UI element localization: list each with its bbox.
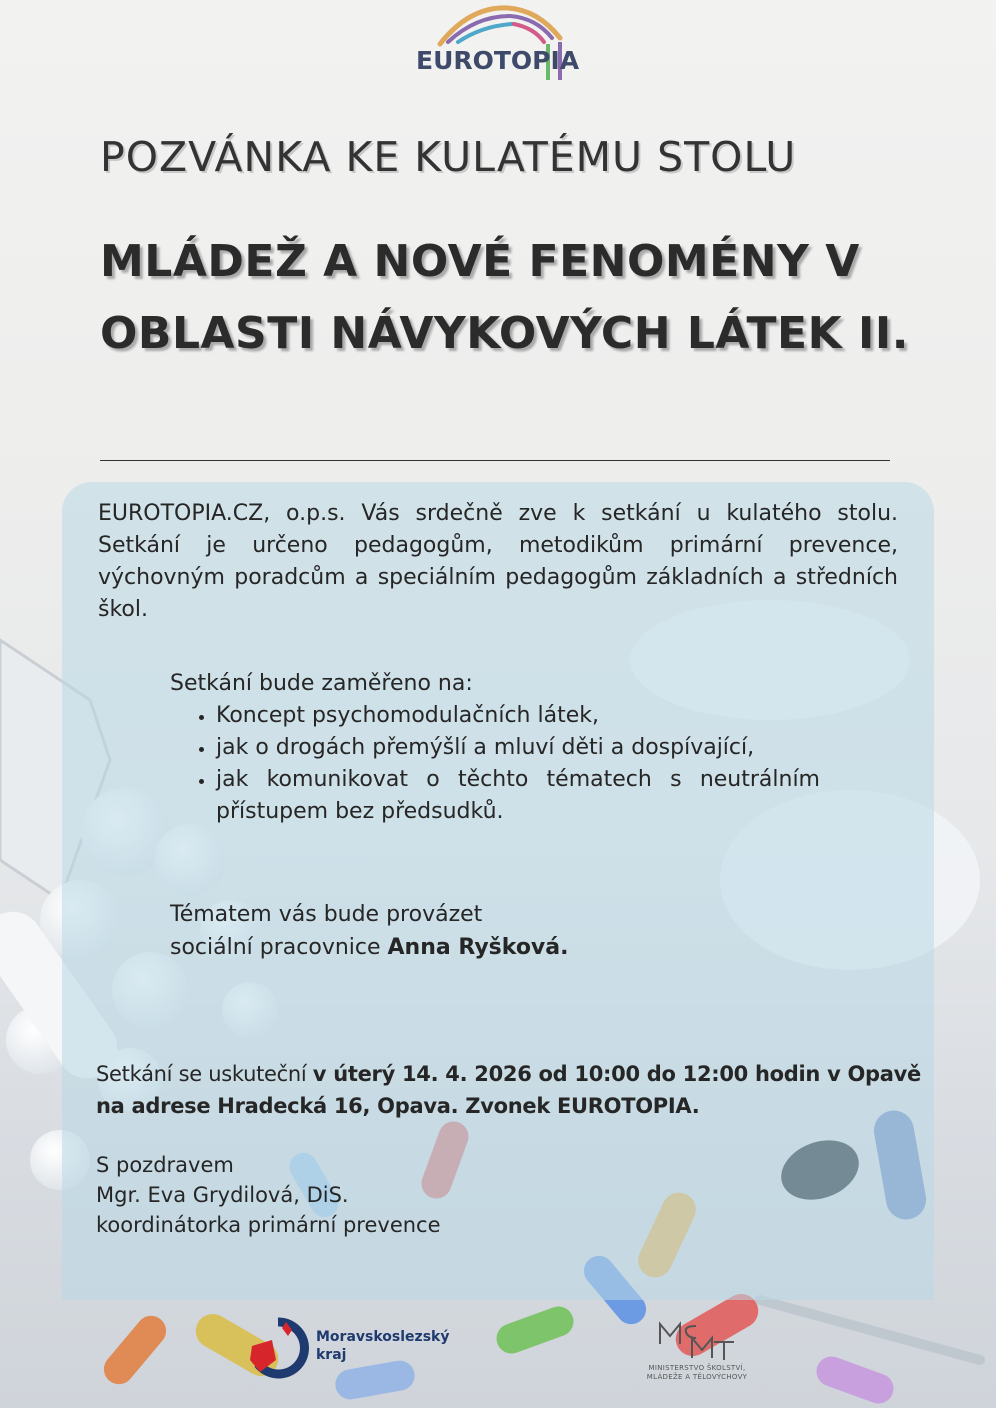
ministry-name-line-1: MINISTERSTVO ŠKOLSTVÍ, — [648, 1364, 746, 1372]
logo-roof-icon — [410, 2, 590, 88]
signature-role: koordinátorka primární prevence — [96, 1213, 441, 1237]
focus-list-item: • Koncept psychomodulačních látek, — [216, 700, 820, 732]
eurotopia-logo — [410, 2, 590, 88]
divider-line — [100, 460, 890, 461]
meeting-details — [96, 1058, 956, 1122]
moravskoslezsky-kraj-logo — [248, 1316, 468, 1386]
region-emblem-icon — [248, 1316, 312, 1380]
speaker-intro: Tématem vás bude provázet — [170, 902, 483, 927]
event-title-line-2: OBLASTI NÁVYKOVÝCH LÁTEK II. — [100, 308, 909, 359]
focus-list-item: • jak komunikovat o těchto tématech s neutrálním přístupem bez předsudků. — [216, 764, 820, 828]
speaker-name: Anna Ryšková. — [387, 935, 569, 960]
invitation-heading: POZVÁNKA KE KULATÉMU STOLU — [100, 133, 797, 181]
focus-section — [170, 668, 820, 828]
event-title — [100, 226, 960, 370]
ministry-name-line-2: MLÁDEŽE A TĚLOVÝCHOVY — [646, 1373, 748, 1381]
region-name — [316, 1328, 449, 1364]
speaker-line — [170, 931, 820, 964]
speaker-role: sociální pracovnice — [170, 935, 388, 960]
signature-greeting: S pozdravem — [96, 1153, 234, 1177]
event-title-line-1: MLÁDEŽ A NOVÉ FENOMÉNY V — [100, 236, 860, 287]
meeting-date-place: v úterý 14. 4. 2026 od 10:00 do 12:00 hodin v Opavě na adrese Hradecká 16, Opava. Zvonek EUROTOPIA. — [96, 1062, 921, 1118]
signature-block — [96, 1150, 441, 1240]
intro-paragraph: EUROTOPIA.CZ, o.p.s. Vás srdečně zve k setkání u kulatého stolu. Setkání je určeno pedagogům, metodikům primární prevence, výchovným poradcům a speciálním pedagogům základních a středních škol. — [98, 501, 898, 622]
focus-list — [170, 700, 820, 828]
speaker-section — [170, 898, 820, 964]
region-name-line-1: Moravskoslezský — [316, 1329, 450, 1345]
focus-list-item: • jak o drogách přemýšlí a mluví děti a dospívající, — [216, 732, 820, 764]
msmt-monogram-icon — [622, 1318, 772, 1362]
logo-text: EUROTOPIA — [416, 46, 580, 75]
signature-name: Mgr. Eva Grydilová, DiS. — [96, 1183, 349, 1207]
ministry-name — [622, 1364, 772, 1382]
msmt-logo — [622, 1318, 772, 1388]
focus-label: Setkání bude zaměřeno na: — [170, 671, 473, 696]
meeting-prefix: Setkání se uskuteční — [96, 1062, 313, 1086]
region-name-line-2: kraj — [316, 1347, 347, 1363]
